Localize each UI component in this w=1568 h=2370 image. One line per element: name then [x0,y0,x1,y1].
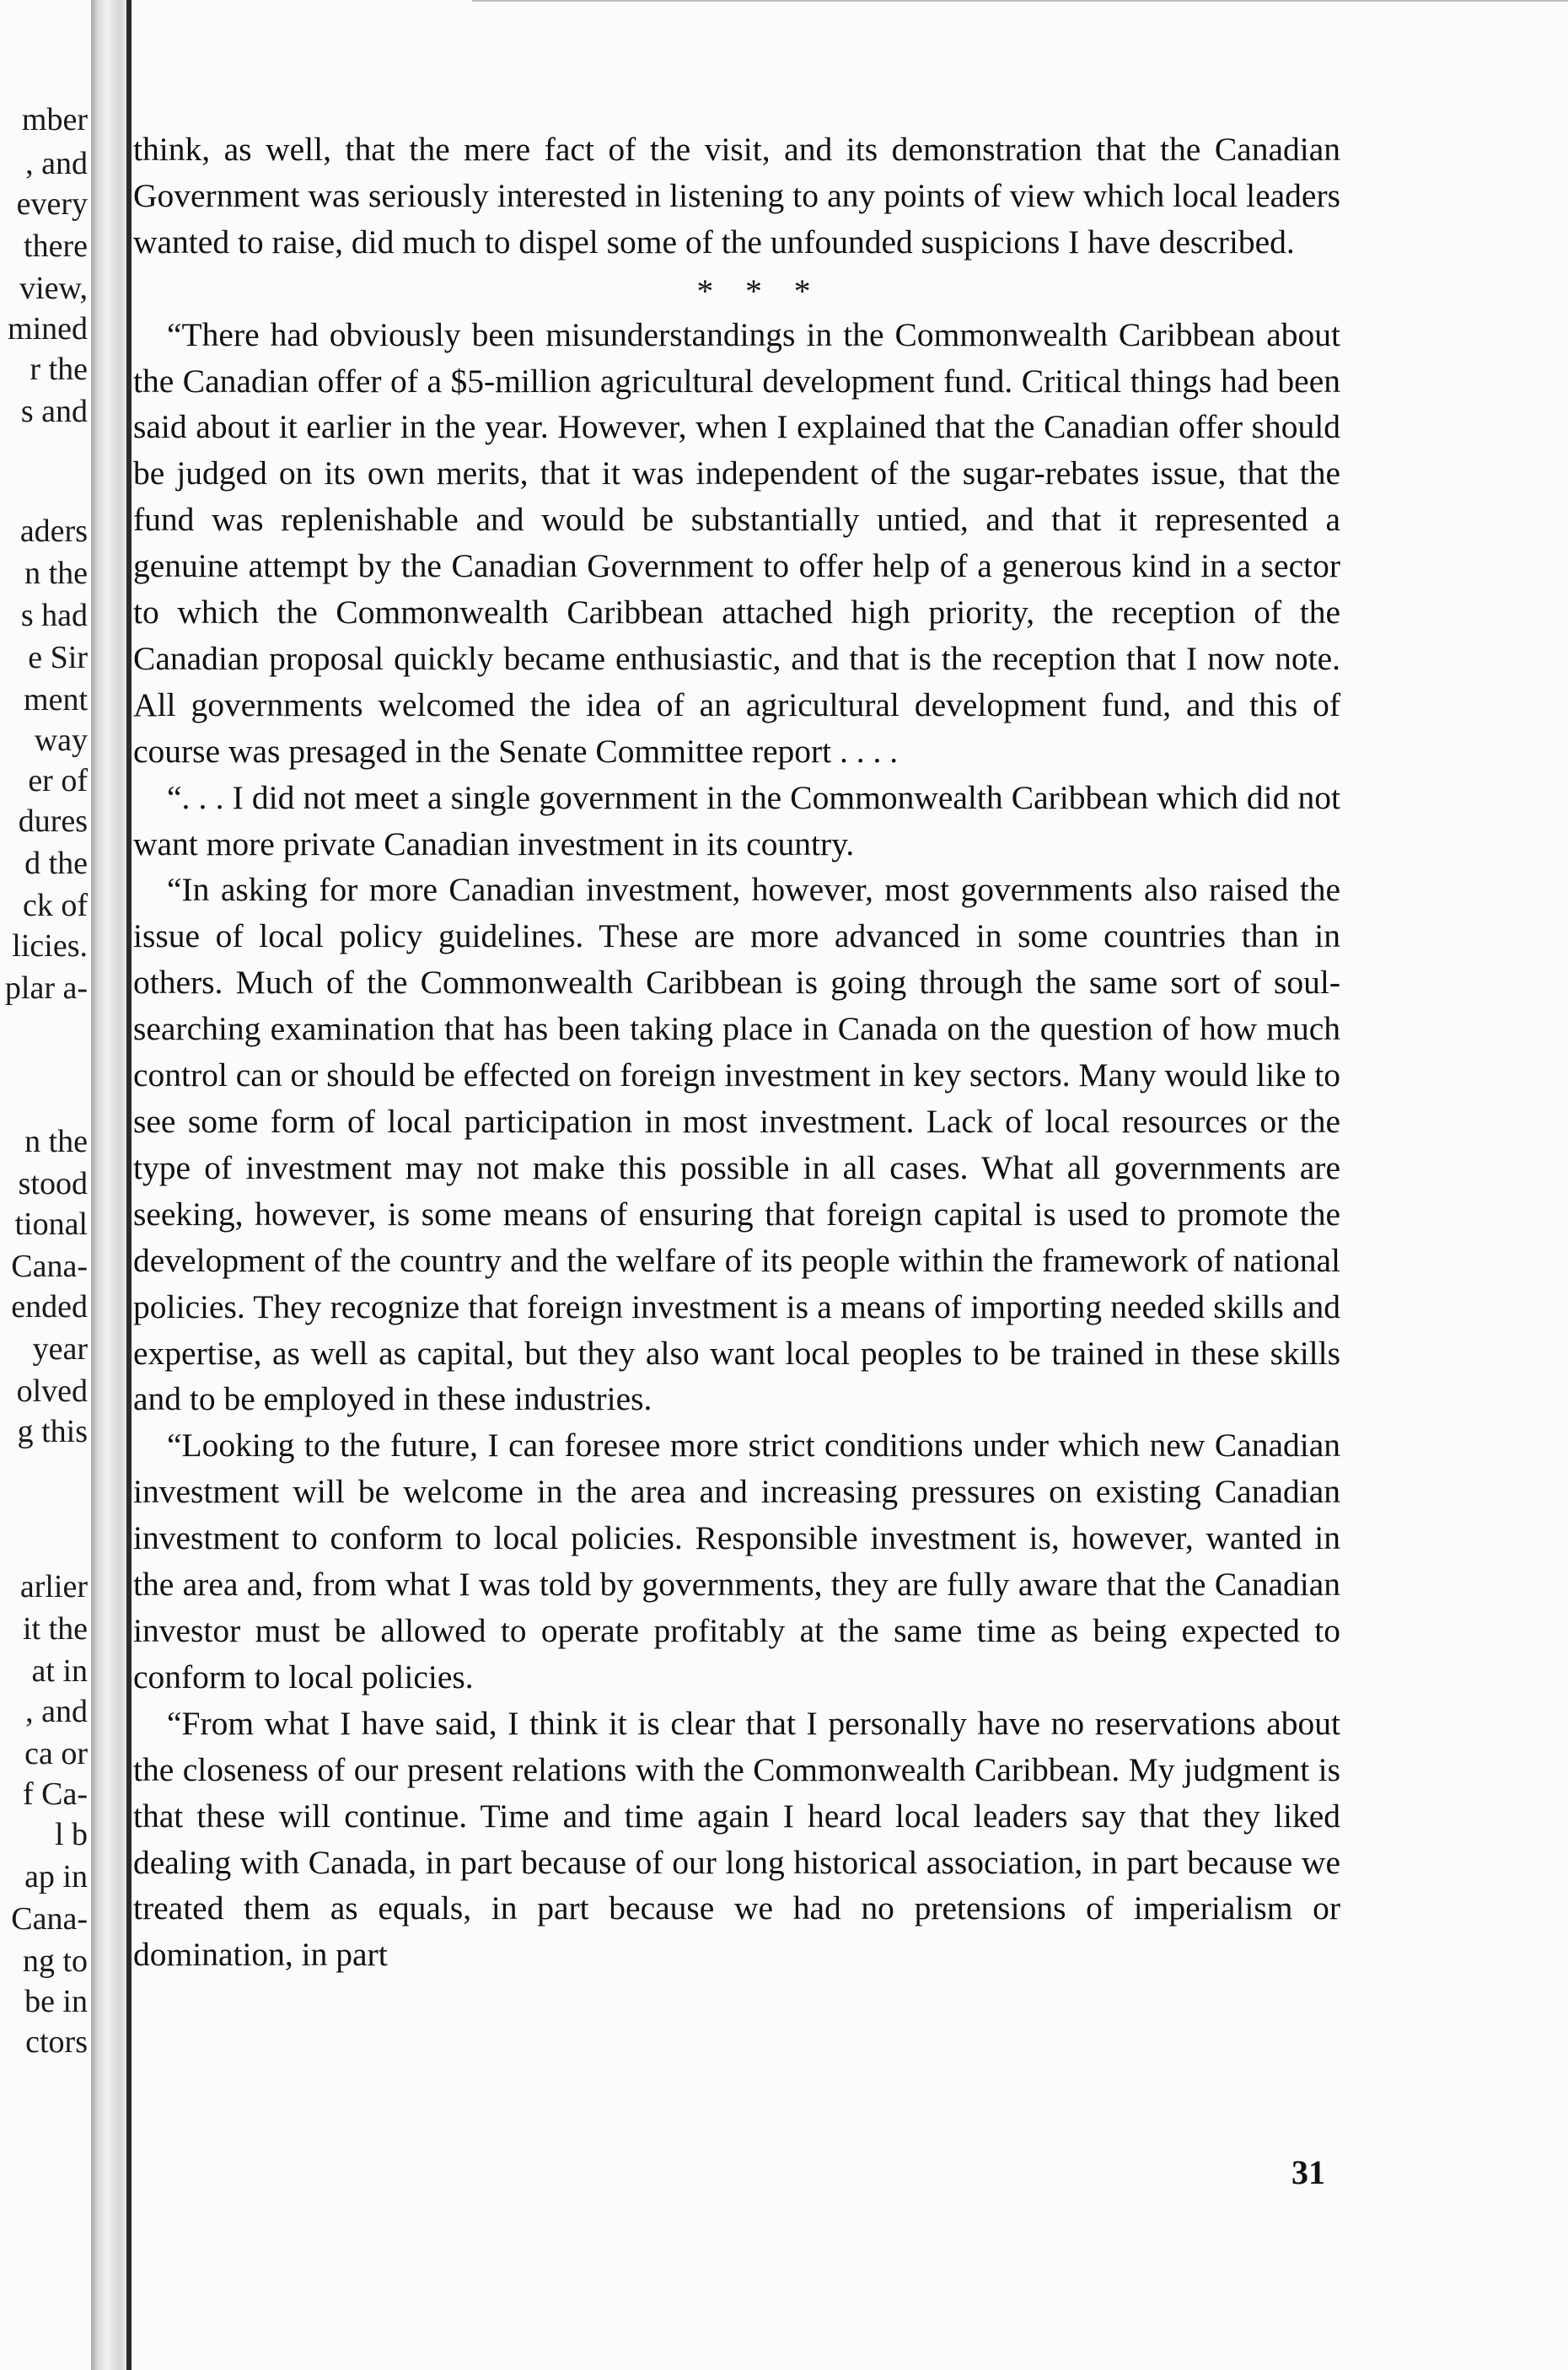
margin-fragment-text: it the [22,1611,88,1647]
paragraph: “There had obviously been misunderstandings in the Commonwealth Caribbean about the Canadian offer of a $5-million agricultural development fund. Critical things had been said about it earlier in the year. However, when I explained that the Canadian offer should be judged on its own merits, that it was independent of the sugar-rebates issue, that the fund was replenishable and would be substantially untied, and that it represented a genuine attempt by the Canadian Government to offer help of a generous kind in a sector to which the Commonwealth Caribbean attached high priority, the reception of the Canadian proposal quickly became enthusiastic, and that is the reception that I now note. All governments welcomed the idea of an agricultural development fund, and this of course was presaged in the Senate Committee report . . . . [133,315,1340,770]
margin-fragment-text: f Ca- [22,1776,88,1812]
margin-fragment-text: every [16,186,88,222]
margin-fragment-text: year [32,1331,88,1367]
margin-fragment-text: e Sir [28,640,88,675]
binding-shadow [91,0,132,2370]
margin-fragment-text: at in [31,1653,88,1689]
margin-fragment-text: aders [19,513,88,549]
margin-fragment-text: tional [14,1206,88,1242]
margin-fragment-text: n the [24,556,88,591]
margin-fragment-text: mber [21,102,88,137]
margin-fragment-text: olved [16,1373,88,1409]
margin-fragment-text: Cana- [11,1249,88,1284]
margin-fragment-text: ended [11,1289,88,1325]
margin-fragment-text: mined [8,311,88,347]
previous-page-fragment [0,101,91,2066]
margin-fragment-text: view, [19,271,88,306]
body-text [133,126,1340,1978]
margin-fragment-text: there [24,228,88,264]
margin-fragment-text: ck of [22,888,88,923]
binding-line [126,0,132,2370]
margin-fragment-text: s had [20,598,88,633]
margin-fragment-text: l b [54,1817,88,1852]
margin-fragment-text: , and [25,146,88,181]
paragraph: “. . . I did not meet a single government in the Commonwealth Caribbean which did not want more private Canadian investment in its country. [133,778,1340,863]
margin-fragment-text: Cana- [11,1901,88,1937]
margin-fragment-text: way [34,723,88,758]
margin-fragment-text: be in [24,1984,88,2019]
margin-fragment-text: ap in [24,1859,88,1894]
section-separator: * * * [696,271,811,309]
margin-fragment-text: s and [20,394,88,429]
paragraph: “Looking to the future, I can foresee more strict conditions under which new Canadian investment will be welcome in the area and increasing pressures on existing Canadian investment to conform to local policies. Responsible investment is, however, wanted in the area and, from what I was told by governments, they are fully aware that the Canadian investor must be allowed to operate profitably at the same time as being expected to conform to local policies. [133,1427,1340,1696]
margin-fragment-text: er of [28,763,88,798]
margin-fragment-text: stood [18,1166,88,1201]
margin-fragment-text: d the [24,846,88,881]
margin-fragment-text: ng to [22,1943,88,1979]
margin-fragment-text: ment [24,682,88,717]
margin-fragment-text: , and [25,1694,88,1729]
margin-fragment-text: plar a- [4,970,88,1006]
margin-fragment-text: r the [30,352,88,387]
margin-fragment-text: arlier [19,1569,88,1604]
paragraph: “From what I have said, I think it is clear that I personally have no reservations about the closeness of our present relations with the Commonwealth Caribbean. My judgment is that these will continue. Time and time again I heard local leaders say that they liked dealing with Canada, in part because of our long historical association, in part because we treated them as equals, in part because we had no pretensions of imperialism or domination, in part [133,1704,1340,1974]
page-number: 31 [1291,2153,1325,2191]
top-rule [472,0,1568,2]
margin-fragment-text: g this [17,1414,88,1449]
margin-fragment-text: dures [18,803,88,839]
paragraph: think, as well, that the mere fact of the visit, and its demonstration that the Canadian Government was seriously interested in listening to any points of view which local leaders wanted to raise, did much to dispel some of the unfounded suspicions I have described. [133,131,1340,261]
paragraph: “In asking for more Canadian investment, however, most governments also raised the issue of local policy guidelines. These are more advanced in some countries than in others. Much of the Commonwealth Caribbean is going through the same sort of soul-searching examination that has been taking place in Canada on the question of how much control can or should be effected on foreign investment in key sectors. Many would like to see some form of local participation in most investment. Lack of local resources or the type of investment may not make this possible in all cases. What all governments are seeking, however, is some means of ensuring that foreign capital is used to promote the development of the country and the welfare of its people within the framework of national policies. They recognize that foreign investment is a means of importing needed skills and expertise, as well as capital, but they also want local peoples to be trained in these skills and to be employed in these industries. [133,871,1340,1418]
margin-fragment-text: ctors [25,2024,88,2060]
margin-fragment-text: ca or [24,1736,88,1771]
margin-fragment-text: licies. [12,928,88,964]
margin-fragment-text: n the [24,1124,88,1159]
